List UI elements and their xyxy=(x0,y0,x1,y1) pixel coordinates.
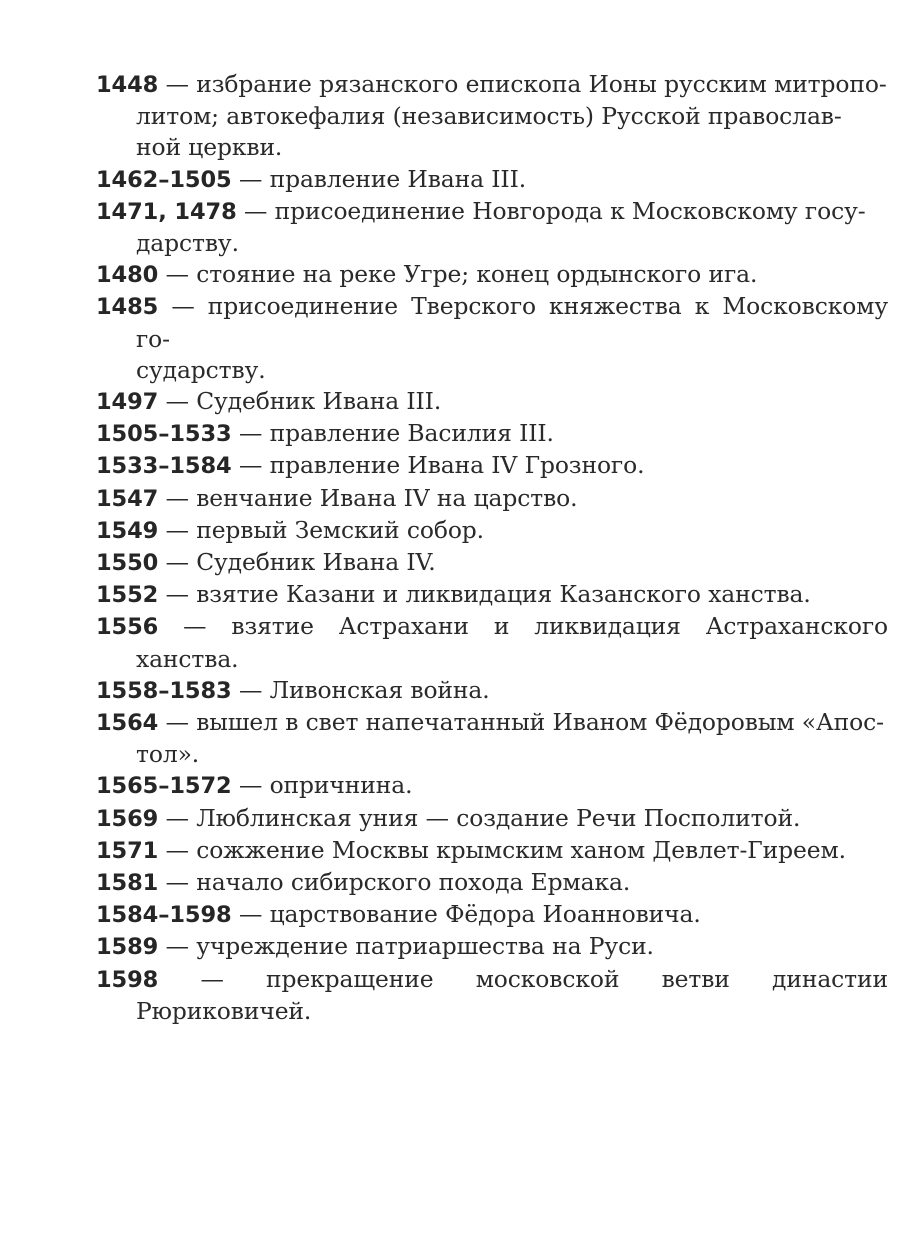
entry-description-line: вышел в свет напечатанный Иваном Фёдоровым «Апос- xyxy=(196,708,884,737)
entry-separator: — xyxy=(231,900,270,929)
entry-description-line: венчание Ивана IV на царство. xyxy=(196,483,578,512)
entry-description-line: стояние на реке Угре; конец ордынского ига. xyxy=(196,260,758,289)
chronology-entry xyxy=(96,69,888,164)
chronology-entry xyxy=(96,418,888,450)
chronology-entry xyxy=(96,867,888,899)
chronology-entry xyxy=(96,579,888,611)
entry-separator: — xyxy=(231,675,270,704)
entry-year: 1556 xyxy=(96,614,159,641)
entry-description-line: взятие Астрахани и ликвидация Астраханского ханства. xyxy=(136,612,888,673)
entry-description-line: правление Ивана IV Грозного. xyxy=(269,451,645,480)
entry-description-line: правление Ивана III. xyxy=(269,164,527,193)
entry-year: 1497 xyxy=(96,389,159,416)
entry-year: 1564 xyxy=(96,710,159,737)
entry-description-line: первый Земский собор. xyxy=(196,515,485,544)
chronology-entry xyxy=(96,707,888,770)
entry-description-line: прекращение московской ветви династии Рюриковичей. xyxy=(136,964,888,1025)
chronology-entry xyxy=(96,675,888,707)
entry-description-line: дарству. xyxy=(136,229,239,258)
chronology-entry xyxy=(96,964,888,1027)
chronology-entry xyxy=(96,196,888,259)
entry-year: 1505–1533 xyxy=(96,421,232,448)
entry-description-line: присоединение Новгорода к Московскому госу- xyxy=(274,196,866,225)
entry-year: 1552 xyxy=(96,582,159,609)
entry-separator: — xyxy=(231,451,270,480)
entry-separator: — xyxy=(158,580,197,609)
entry-separator: — xyxy=(231,771,270,800)
chronology-entry xyxy=(96,611,888,674)
entry-separator: — xyxy=(158,708,197,737)
entry-year: 1598 xyxy=(96,966,159,993)
chronology-entry xyxy=(96,770,888,802)
entry-separator: — xyxy=(158,932,197,961)
entry-separator: — xyxy=(158,515,197,544)
entry-description-line: взятие Казани и ликвидация Казанского ханства. xyxy=(196,580,811,609)
entry-description-line: Ливонская война. xyxy=(269,675,490,704)
entry-separator: — xyxy=(158,387,197,416)
entry-description-line: тол». xyxy=(136,740,200,769)
entry-description-line: правление Василия III. xyxy=(269,419,554,448)
entry-separator: — xyxy=(231,419,270,448)
chronology-entry xyxy=(96,164,888,196)
entry-description-line: присоединение Тверского княжества к Московскому го- xyxy=(136,292,888,353)
entry-separator: — xyxy=(158,964,267,993)
entry-year: 1533–1584 xyxy=(96,453,232,480)
chronology-entry xyxy=(96,803,888,835)
entry-year: 1558–1583 xyxy=(96,677,232,704)
chronology-entry xyxy=(96,931,888,963)
entry-separator: — xyxy=(158,70,197,98)
entry-separator: — xyxy=(158,612,232,641)
entry-separator: — xyxy=(158,483,197,512)
entry-description-line: сударству. xyxy=(136,355,266,384)
entry-description-line: Судебник Ивана III. xyxy=(196,387,442,416)
entry-separator: — xyxy=(158,548,197,577)
entry-separator: — xyxy=(158,260,197,289)
chronology-entry xyxy=(96,450,888,482)
chronology-entry xyxy=(96,386,888,418)
entry-separator: — xyxy=(158,803,197,832)
entry-separator: — xyxy=(158,868,197,897)
chronology-list xyxy=(96,69,888,1027)
entry-year: 1485 xyxy=(96,294,159,321)
chronology-entry xyxy=(96,835,888,867)
entry-description-line: царствование Фёдора Иоанновича. xyxy=(269,900,701,929)
entry-separator: — xyxy=(231,164,270,193)
entry-year: 1589 xyxy=(96,934,159,961)
entry-year: 1581 xyxy=(96,870,159,897)
entry-year: 1584–1598 xyxy=(96,902,232,929)
entry-year: 1547 xyxy=(96,485,159,512)
entry-year: 1480 xyxy=(96,262,159,289)
entry-description-line: избрание рязанского епископа Ионы русским митропо- xyxy=(196,70,887,98)
entry-year: 1462–1505 xyxy=(96,166,232,193)
entry-separator: — xyxy=(158,835,197,864)
entry-description-line: опричнина. xyxy=(269,771,413,800)
entry-description-line: ной церкви. xyxy=(136,133,283,162)
entry-description-line: Судебник Ивана IV. xyxy=(196,548,436,577)
entry-year: 1571 xyxy=(96,837,159,864)
entry-year: 1565–1572 xyxy=(96,773,232,800)
chronology-entry xyxy=(96,291,888,386)
entry-separator: — xyxy=(236,196,275,225)
entry-year: 1448 xyxy=(96,72,159,98)
entry-description-line: начало сибирского похода Ермака. xyxy=(196,868,631,897)
entry-description-line: литом; автокефалия (независимость) Русской православ- xyxy=(136,102,842,131)
chronology-entry xyxy=(96,259,888,291)
entry-year: 1549 xyxy=(96,517,159,544)
chronology-entry xyxy=(96,899,888,931)
entry-separator: — xyxy=(158,292,208,321)
entry-description-line: учреждение патриаршества на Руси. xyxy=(196,932,654,961)
entry-year: 1471, 1478 xyxy=(96,198,237,225)
entry-year: 1569 xyxy=(96,805,159,832)
entry-year: 1550 xyxy=(96,550,159,577)
entry-description-line: сожжение Москвы крымским ханом Девлет-Гиреем. xyxy=(196,835,846,864)
entry-description-line: Люблинская уния — создание Речи Посполитой. xyxy=(196,803,801,832)
chronology-entry xyxy=(96,483,888,515)
chronology-entry xyxy=(96,547,888,579)
chronology-entry xyxy=(96,515,888,547)
